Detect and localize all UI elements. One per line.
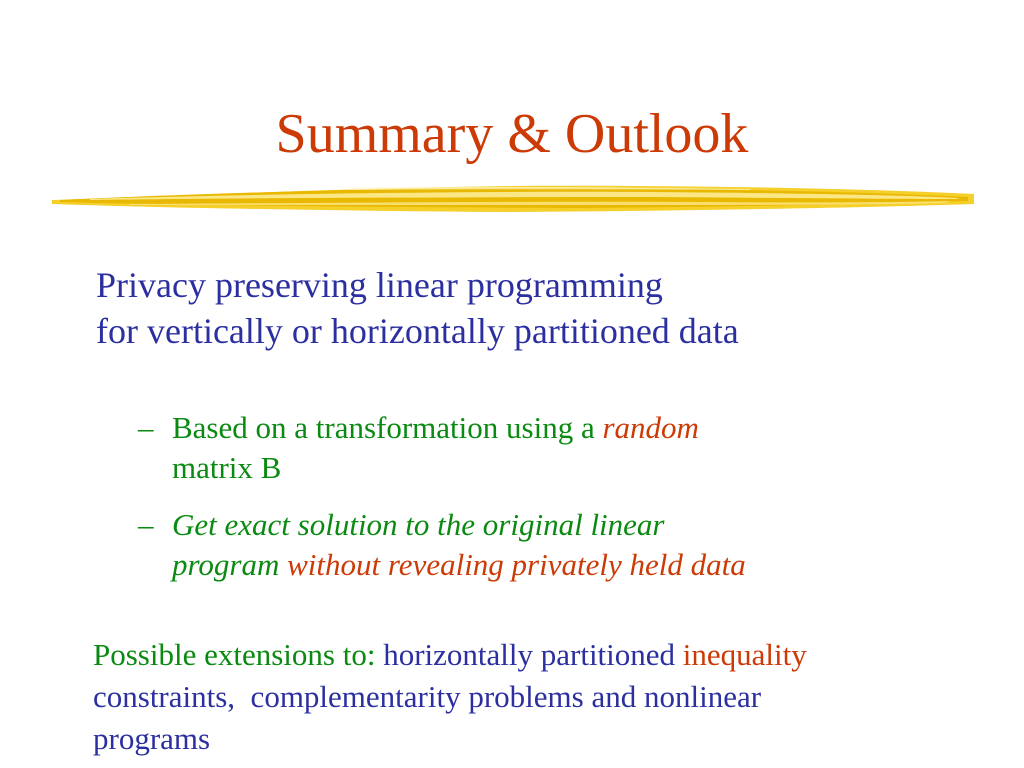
extensions-text-1: horizontally partitioned [383,637,676,672]
bullet-1-line-2-text: matrix B [172,450,282,485]
heading-line-2: for vertically or horizontally partitioned data [96,311,739,351]
heading-line-1: Privacy preserving linear programming [96,265,663,305]
main-heading [96,262,739,354]
bullet-dash: – [138,410,154,445]
bullet-list [138,408,898,602]
bullet-2-line-1-text: Get exact solution to the original linear [172,507,665,542]
bullet-item-exact-solution [138,505,898,585]
bullet-item-random-matrix [138,408,898,488]
bullet-1-emphasis: random [602,410,699,445]
extensions-line-3: programs [93,721,211,756]
slide-title: Summary & Outlook [275,103,749,165]
extensions-emphasis: inequality [682,637,807,672]
bullet-2-emphasis: without revealing privately held data [287,547,746,582]
title-underline-brushstroke [50,178,976,218]
extensions-label: Possible extensions to: [93,637,376,672]
extensions-paragraph [93,634,1018,760]
bullet-1-line-1-text: Based on a transformation using a [172,410,595,445]
bullet-dash: – [138,507,154,542]
bullet-2-line-2-text: program [172,547,280,582]
extensions-line-2: constraints, complementarity problems and nonlinear [93,679,762,714]
